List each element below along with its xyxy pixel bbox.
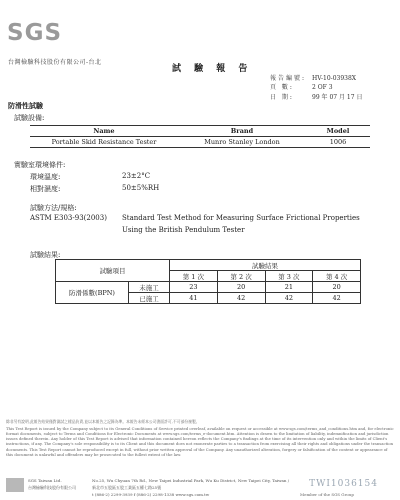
equipment-header-brand: Brand xyxy=(178,126,306,137)
condition-untreated: 未施工 xyxy=(129,282,170,293)
bottom-company-cn: 台灣檢驗科技股份有限公司 xyxy=(28,485,76,490)
results-row-untreated xyxy=(56,282,361,293)
results-result-header: 試驗結果 xyxy=(170,260,361,271)
report-no-label: 報告編號: xyxy=(270,75,307,82)
report-no: HV-10-03938X xyxy=(312,75,357,82)
equipment-model: 1006 xyxy=(306,137,370,148)
treated-trial-2: 42 xyxy=(217,293,265,304)
untreated-trial-2: 20 xyxy=(217,282,265,293)
results-table xyxy=(55,259,361,304)
untreated-trial-1: 23 xyxy=(170,282,218,293)
page-label: 頁 數: xyxy=(270,84,294,92)
equipment-name: Portable Skid Resistance Tester xyxy=(30,137,178,148)
bottom-address-cn: 新北市五股區五股工業區五權七路25號 xyxy=(92,485,162,490)
treated-trial-4: 42 xyxy=(313,293,361,304)
env-temp-label: 環境溫度: xyxy=(30,173,61,181)
bottom-address: No.25, Wu Chyuan 7th Rd., New Taipei Industrial Park, Wu Ku District, New Taipei City, Taiwan / xyxy=(92,478,290,483)
trial-4-header: 第 4 次 xyxy=(313,271,361,282)
condition-treated: 已施工 xyxy=(129,293,170,304)
treated-trial-1: 41 xyxy=(170,293,218,304)
equipment-brand: Munro Stanley London xyxy=(178,137,306,148)
report-meta xyxy=(270,74,362,102)
report-date: 99 年 07 月 17 日 xyxy=(312,93,363,101)
sgs-mark-icon xyxy=(6,478,24,492)
bottom-contact: t (886-2) 2299-3939 f (886-2) 2298-1338 www.sgs.com.tw xyxy=(92,492,210,497)
footer-disclaimer-cn: 除非另有說明,此報告結果僅對測試之樣品負責,並以本報告之記錄為準。本報告未經本公司書面許可,不可部份複製。 xyxy=(6,419,200,424)
untreated-trial-4: 20 xyxy=(313,282,361,293)
equipment-label: 試驗設備: xyxy=(14,114,45,122)
env-temp-value: 23±2°C xyxy=(122,172,151,180)
method-desc-line2: Using the British Pendulum Tester xyxy=(122,226,245,234)
report-title: 試 驗 報 告 xyxy=(172,64,253,74)
results-header-row xyxy=(56,260,361,271)
test-name: 防滑係數(BPN) xyxy=(56,282,129,304)
equipment-header-model: Model xyxy=(306,126,370,137)
date-label: 日 期: xyxy=(270,93,294,101)
equipment-row xyxy=(30,137,370,148)
company-name: 台灣檢驗科技股份有限公司-台北 xyxy=(8,59,102,66)
env-humidity-value: 50±5%RH xyxy=(122,184,160,192)
bottom-company: SGS Taiwan Ltd. xyxy=(28,478,62,483)
env-humidity-label: 相對濕度: xyxy=(30,185,61,193)
trial-2-header: 第 2 次 xyxy=(217,271,265,282)
equipment-header-name: Name xyxy=(30,126,178,137)
test-item-title: 防滑性試驗 xyxy=(8,101,43,110)
method-desc-line1: Standard Test Method for Measuring Surface Frictional Properties xyxy=(122,214,360,222)
trial-1-header: 第 1 次 xyxy=(170,271,218,282)
equipment-table xyxy=(30,125,370,148)
results-item-header: 試驗項目 xyxy=(56,260,170,282)
untreated-trial-3: 21 xyxy=(265,282,313,293)
env-label: 實驗室環境條件: xyxy=(14,161,66,169)
serial-number: TWI1036154 xyxy=(309,479,378,489)
equipment-header-row xyxy=(30,126,370,137)
method-label: 試驗方法/規格: xyxy=(30,204,77,212)
page-number: 2 OF 3 xyxy=(312,84,333,92)
sgs-logo: SGS xyxy=(7,20,63,46)
footer-disclaimer-en: This Test Report is issued by the Company subject to its General Conditions of Service printed overleaf, available on request or accessible at www.sgs.com/terms_and_conditions.htm and, for electronic format documents, subject to Terms and Conditions for Electronic Documents at www.sgs.com/terms_e-document.htm. Attention is drawn to the limitation of liability, indemnification and jurisdiction issues defined therein. Any holder of this Test Report is advised that information contained hereon reflects the Company's findings at the time of its intervention only and within the limits of Client's instructions, if any. The Company's sole responsibility is to its Client and this document does not exonerate parties to a transaction from exercising all their rights and obligations under the transaction documents. This Test Report cannot be reproduced except in full, without prior written approval of the Company. Any unauthorized alteration, forgery or falsification of the content or appearance of this document is unlawful and offenders may be prosecuted to the fullest extent of the law. xyxy=(6,426,394,457)
trial-3-header: 第 3 次 xyxy=(265,271,313,282)
treated-trial-3: 42 xyxy=(265,293,313,304)
bottom-member: Member of the SGS Group xyxy=(300,492,354,497)
results-label: 試驗結果: xyxy=(30,251,61,259)
method-code: ASTM E303-93(2003) xyxy=(30,214,107,222)
